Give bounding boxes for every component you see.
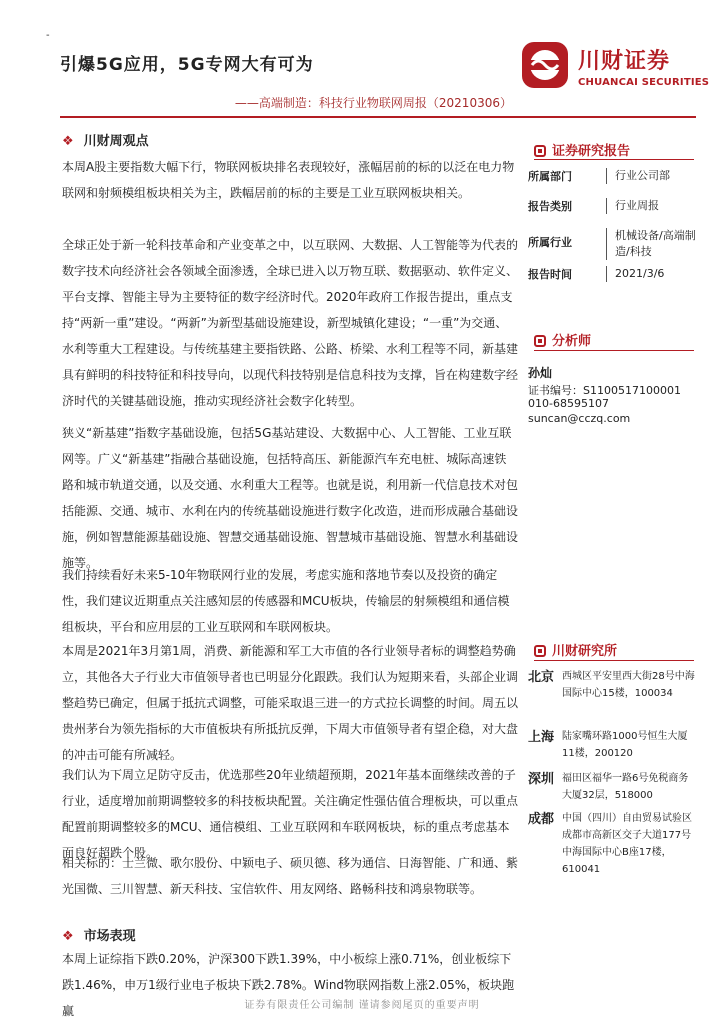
section-market-performance [62,925,136,944]
info-label: 所属行业 [528,236,572,249]
company-name-cn: 川财证券 [578,49,671,74]
paragraph: 本周是2021年3月第1周，消费、新能源和军工大市值的各行业领导者标的调整趋势确立，其他各大子行业大市值领导者也已明显分化跟跌。我们认为短期来看，头部企业调整趋势已确定，但属于抵抗式调整，可能采取退三进一的方式拉长调整的时间。周五以贵州茅台为领先指标的大市值板块有所抵抗反弹，下周大市值领导者有望企稳，对大盘的冲击可能有所减轻。 [62,644,519,762]
section-weekly-view [62,130,149,149]
paragraph: 本周A股主要指数大幅下行，物联网板块排名表现较好，涨幅居前的标的以泛在电力物联网和射频模组板块相关为主，跌幅居前的标的主要是工业互联网板块相关。 [62,160,515,200]
office-address: 西城区平安里西大街28号中海国际中心15楼，100034 [562,671,695,699]
market-paragraph: 本周上证综指下跌0.20%，沪深300下跌1.39%，中小板综上涨0.71%，创业板综下跌1.46%，申万1级行业电子板块下跌2.78%。Wind物联网指数上涨2.05%，板块跑赢 [62,952,515,1018]
info-label: 报告类别 [528,200,572,213]
office-city: 北京 [528,670,555,685]
office-city: 成都 [528,812,555,827]
analyst-name: 孙灿 [528,366,553,380]
info-label: 报告时间 [528,268,572,281]
sidebar-institute-heading: 川财研究所 [534,640,617,659]
info-value: 行业周报 [606,198,707,214]
info-value: 机械设备/高端制造/科技 [606,228,707,260]
diamond-bullet-icon: ❖ [62,929,74,944]
company-name-en: CHUANCAI SECURITIES [578,77,710,88]
header-divider [60,116,696,118]
report-subtitle: ——高端制造：科技行业物联网周报（20210306） [234,96,512,110]
sidebar-divider [534,350,694,351]
paragraph: 我们认为下周立足防守反击，优选那些20年业绩超预期，2021年基本面继续改善的子行业，适度增加前期调整较多的科技板块配置。关注确定性强估值合理板块，可以重点配置前期调整较多的MCU、通信模组、工业互联网和车联网板块，标的重点考虑基本面良好超跌个股。 [62,768,519,860]
analyst-email: suncan@cczq.com [528,412,631,425]
paragraph: 狭义“新基建”指数字基础设施，包括5G基站建设、大数据中心、人工智能、工业互联网等。广义“新基建”指融合基础设施，包括特高压、新能源汽车充电桩、城际高速铁路和城市轨道交通，以及交通、水利重大工程等。也就是说，利用新一代信息技术对包括能源、交通、城市、水利在内的传统基础设施进行数字化改造，进而形成融合基础设施，例如智慧能源基础设施、智慧交通基础设施、智慧城市基础设施、智慧水利基础设施等。 [62,426,519,570]
paragraph: 全球正处于新一轮科技革命和产业变革之中，以互联网、大数据、人工智能等为代表的数字技术向经济社会各领域全面渗透，全球已进入以万物互联、数据驱动、软件定义、平台支撑、智能主导为主要特征的数字经济时代。2020年政府工作报告提出，重点支持“两新一重”建设。“两新”为新型基础设施建设，新型城镇化建设；“一重”为交通、水利等重大工程建设。与传统基建主要指铁路、公路、桥梁、水利工程等不同，新基建具有鲜明的科技特征和科技导向，以现代科技特别是信息科技为支撑，旨在构建数字经济时代的关键基础设施，推动实现经济社会数字化转型。 [62,238,519,408]
paragraph: 我们持续看好未来5-10年物联网行业的发展，考虑实施和落地节奏以及投资的确定性，我们建议近期重点关注感知层的传感器和MCU板块，传输层的射频模组和通信模组板块，平台和应用层的工业互联网和车联网板块。 [62,568,510,634]
analyst-cert: 证书编号：S1100517100001 [528,384,681,397]
office-city: 深圳 [528,772,555,787]
diamond-bullet-icon: ❖ [62,134,74,149]
square-bullet-icon [534,145,546,157]
square-bullet-icon [534,645,546,657]
header-dash: - [46,30,50,41]
company-logo-icon [520,40,570,90]
info-label: 所属部门 [528,170,572,183]
report-title: 引爆5G应用，5G专网大有可为 [60,55,314,75]
office-city: 上海 [528,730,555,745]
office-address: 福田区福华一路6号免税商务大厦32层，518000 [562,773,689,801]
analyst-phone: 010-68595107 [528,397,609,410]
sidebar-analyst-heading: 分析师 [534,330,591,349]
sidebar-divider [534,660,694,661]
section-title: 市场表现 [83,929,136,944]
sidebar-report-heading: 证券研究报告 [534,140,630,159]
square-bullet-icon [534,335,546,347]
paragraph: 相关标的：士兰微、歌尔股份、中颖电子、硕贝德、移为通信、日海智能、广和通、紫光国微、三川智慧、新天科技、宝信软件、用友网络、路畅科技和鸿泉物联等。 [62,856,519,896]
office-address: 陆家嘴环路1000号恒生大厦11楼，200120 [562,731,688,759]
footer-disclaimer: 证券有限责任公司编制 谨请参阅尾页的重要声明 [244,1000,480,1011]
info-value: 2021/3/6 [606,266,707,282]
section-title: 川财周观点 [83,134,149,149]
sidebar-divider [534,159,694,160]
info-value: 行业公司部 [606,168,707,184]
office-address: 中国（四川）自由贸易试验区成都市高新区交子大道177号中海国际中心B座17楼，610041 [562,813,692,875]
